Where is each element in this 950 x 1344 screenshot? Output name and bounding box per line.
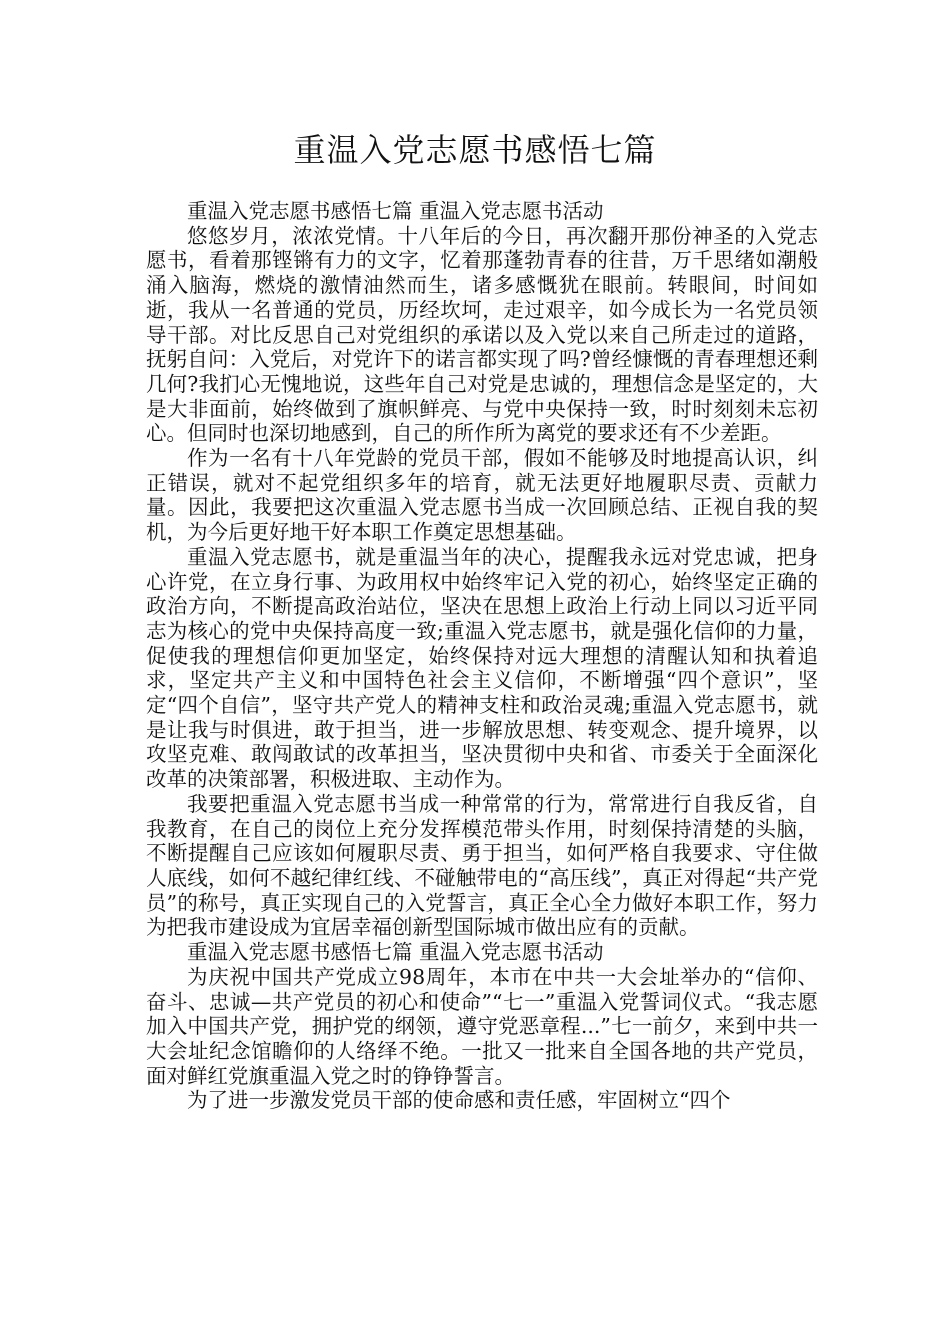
body-paragraph: 我要把重温入党志愿书当成一种常常的行为，常常进行自我反省，自我教育，在自己的岗位上充分发挥模范带头作用，时刻保持清楚的头脑，不断提醒自己应该如何履职尽责、勇于担当，如何严格自我要求、守住做人底线，如何不越纪律红线、不碰触带电的“高压线”，真正对得起“共产党员”的称号，真正实现自己的入党誓言，真正全心全力做好本职工作，努力为把我市建设成为宜居幸福创新型国际城市做出应有的贡献。	[146, 791, 818, 940]
document-body	[146, 199, 818, 1113]
document-title: 重温入党志愿书感悟七篇	[293, 131, 657, 169]
body-paragraph: 作为一名有十八年党龄的党员干部，假如不能够及时地提高认识，纠正错误，就对不起党组织多年的培育，就无法更好地履职尽责、贡献力量。因此，我要把这次重温入党志愿书当成一次回顾总结、正视自我的契机，为今后更好地干好本职工作奠定思想基础。	[146, 446, 818, 545]
body-paragraph: 为了进一步激发党员干部的使命感和责任感，牢固树立“四个	[187, 1088, 731, 1113]
body-paragraph: 为庆祝中国共产党成立98周年，本市在中共一大会址举办的“信仰、奋斗、忠诚—共产党员的初心和使命”“七一”重温入党誓词仪式。“我志愿加入中国共产党，拥护党的纲领，遵守党恶章程...”七一前夕，来到中共一大会址纪念馆瞻仰的人络绎不绝。一批又一批来自全国各地的共产党员，面对鲜红党旗重温入党之时的铮铮誓言。	[146, 964, 818, 1088]
body-paragraph: 悠悠岁月，浓浓党情。十八年后的今日，再次翻开那份神圣的入党志愿书，看着那铿锵有力的文字，忆着那蓬勃青春的往昔，万千思绪如潮般涌入脑海，燃烧的激情油然而生，诸多感慨犹在眼前。转眼间，时间如逝，我从一名普通的党员，历经坎坷，走过艰辛，如今成长为一名党员领导干部。对比反思自己对党组织的承诺以及入党以来自己所走过的道路，抚躬自问：入党后，对党许下的诺言都实现了吗?曾经慷慨的青春理想还剩几何?我扪心无愧地说，这些年自己对党是忠诚的，理想信念是坚定的，大是大非面前，始终做到了旗帜鲜亮、与党中央保持一致，时时刻刻未忘初心。但同时也深切地感到，自己的所作所为离党的要求还有不少差距。	[146, 223, 818, 446]
body-paragraph: 重温入党志愿书感悟七篇 重温入党志愿书活动	[187, 940, 604, 965]
body-paragraph: 重温入党志愿书感悟七篇 重温入党志愿书活动	[187, 199, 604, 223]
body-paragraph: 重温入党志愿书，就是重温当年的决心，提醒我永远对党忠诚，把身心许党，在立身行事、为政用权中始终牢记入党的初心，始终坚定正确的政治方向，不断提高政治站位，坚决在思想上政治上行动上同以习近平同志为核心的党中央保持高度一致;重温入党志愿书，就是强化信仰的力量，促使我的理想信仰更加坚定，始终保持对远大理想的清醒认知和执着追求，坚定共产主义和中国特色社会主义信仰，不断增强“四个意识”，坚定“四个自信”，坚守共产党人的精神支柱和政治灵魂;重温入党志愿书，就是让我与时俱进，敢于担当，进一步解放思想、转变观念、提升境界，以攻坚克难、敢闯敢试的改革担当，坚决贯彻中央和省、市委关于全面深化改革的决策部署，积极进取、主动作为。	[146, 544, 818, 792]
